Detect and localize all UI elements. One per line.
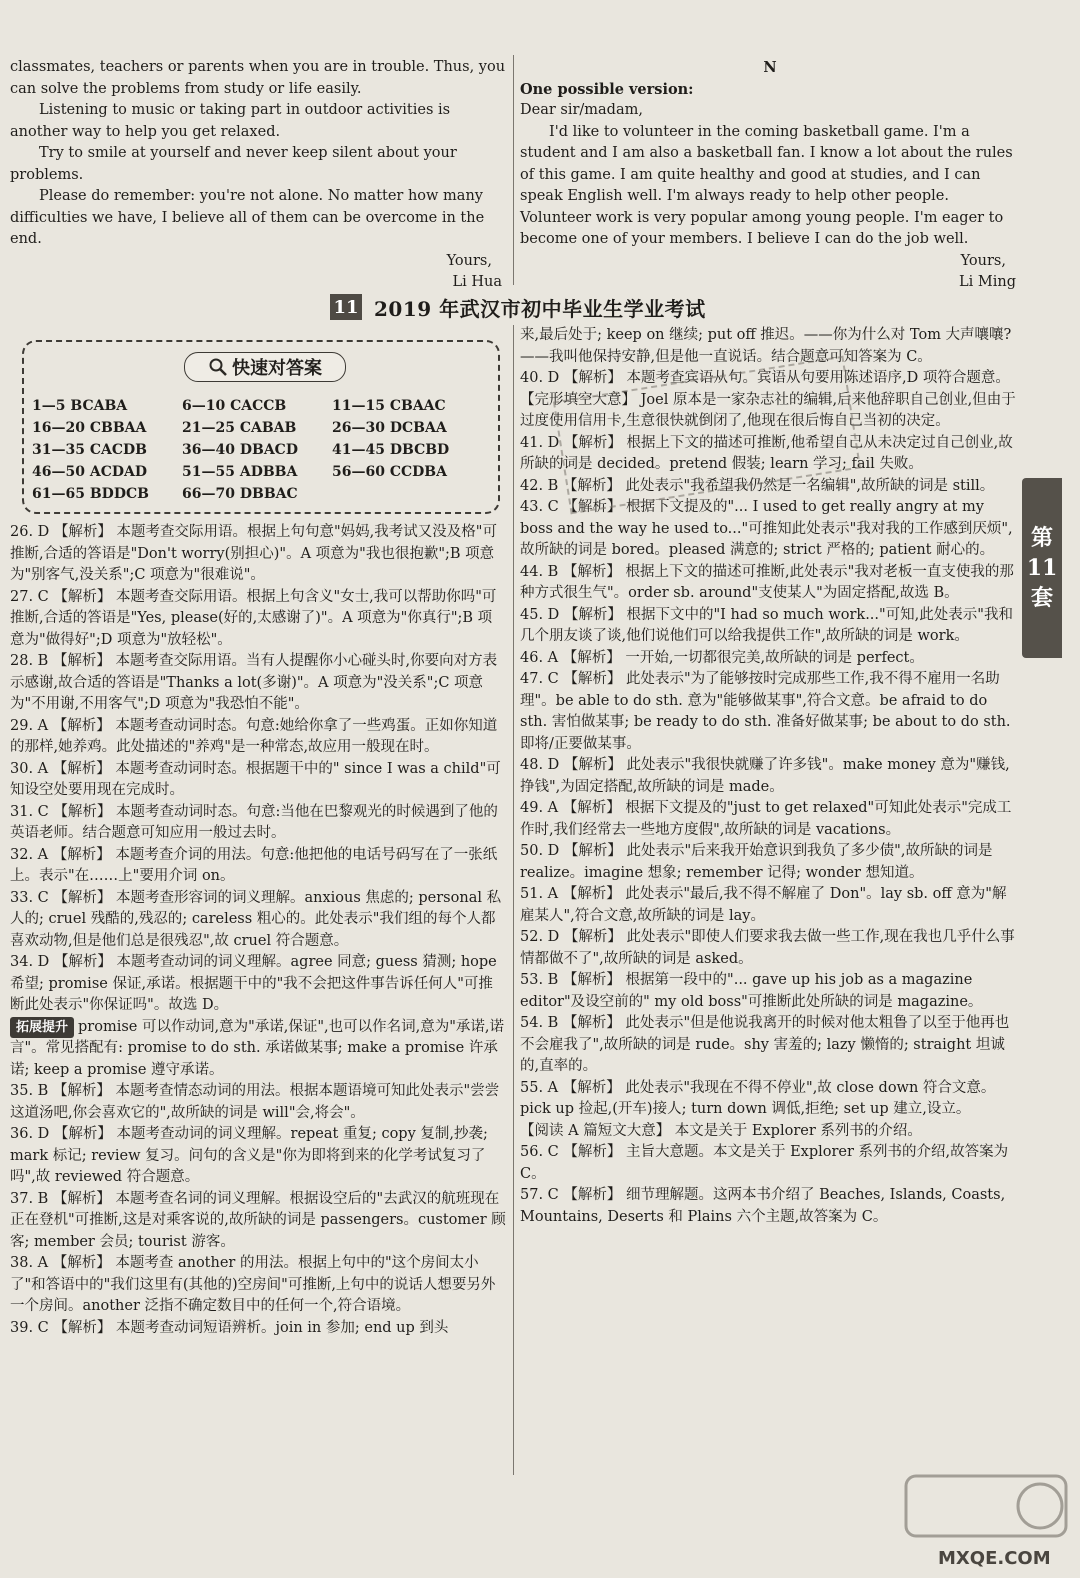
column-divider-main (513, 325, 514, 1475)
letter-li-ming (520, 57, 1020, 294)
explanation-item: 47. C 【解析】 此处表示"为了能够按时完成那些工作,我不得不雇用一名助理"。be able to do sth. 意为"能够做某事",符合文意。be afraid to do sth. 害怕做某事; be ready to do sth. 准备好做某事; be about to do sth. 即将/正要做某事。 (520, 671, 1011, 752)
explanation-item: 49. A 【解析】 根据下文提及的"just to get relaxed"可知此处表示"完成工作时,我们经常去一些地方度假",故所缺的词是 vacations。 (520, 800, 1012, 838)
answer-group: 21—25 CABAB (182, 420, 297, 436)
explanation-item: 41. D 【解析】 根据上下文的描述可推断,他希望自己从未决定过自己创业,故所缺的词是 decided。pretend 假装; learn 学习; fail 失败。 (520, 434, 1013, 472)
answers-grid (32, 396, 492, 504)
answer-group: 36—40 DBACD (182, 442, 298, 458)
quick-answers-title (184, 352, 346, 382)
letter-signature: Li Ming (959, 274, 1016, 290)
explanation-item: 48. D 【解析】 此处表示"我很快就赚了许多钱"。make money 意为"赚钱,挣钱",为固定搭配,故所缺的词是 made。 (520, 757, 1010, 795)
quick-answers-box (22, 340, 500, 514)
explanation-item: 53. B 【解析】 根据第一段中的"... gave up his job as a magazine editor"及设空前的" my old boss"可推断此处所缺的词是 magazine。 (520, 972, 983, 1010)
explanation-item: 50. D 【解析】 此处表示"后来我开始意识到我负了多少债",故所缺的词是 realize。imagine 想象; remember 记得; wonder 想知道。 (520, 843, 993, 881)
tab-line: 套 (1030, 585, 1053, 611)
answer-group: 61—65 BDDCB (32, 486, 149, 502)
answer-group: 46—50 ACDAD (32, 464, 147, 480)
answer-group: 1—5 BCABA (32, 398, 128, 414)
column-divider-top (513, 55, 514, 285)
watermark-text: MXQE.COM (938, 1548, 1051, 1569)
explanation-item: 40. D 【解析】 本题考查宾语从句。宾语从句要用陈述语序,D 项符合题意。 (520, 370, 1010, 386)
tab-line: 第 (1030, 525, 1053, 551)
answer-group: 6—10 CACCB (182, 398, 287, 414)
answer-group: 26—30 DCBAA (332, 420, 447, 436)
letter-paragraph: Listening to music or taking part in outdoor activities is another way to help you get relaxed. (10, 102, 451, 140)
explanation-item: 42. B 【解析】 此处表示"我希望我仍然是一名编辑",故所缺的词是 still。 (520, 477, 995, 494)
explanation-item: 33. C 【解析】 本题考查形容词的词义理解。anxious 焦虑的; personal 私人的; cruel 残酷的,残忍的; careless 粗心的。此处表示"我们组的每个人都喜欢动物,但是他们总是很残忍",故 cruel 符合题意。 (10, 889, 502, 949)
letter-li-hua (10, 57, 506, 294)
answer-group: 31—35 CACDB (32, 442, 147, 458)
section-title: 2019 年武汉市初中毕业生学业考试 (374, 296, 706, 321)
letter-paragraph: Try to smile at yourself and never keep silent about your problems. (10, 145, 457, 183)
answer-group: 41—45 DBCBD (332, 442, 450, 458)
explanation-item: 来,最后处于; keep on 继续; put off 推迟。——你为什么对 Tom 大声嚷嚷?——我叫他保持安静,但是他一直说话。结合题意可知答案为 C。 (520, 327, 1012, 365)
set-number-tab (1022, 478, 1062, 658)
magnifier-icon (208, 357, 228, 377)
answer-group: 56—60 CCDBA (332, 464, 447, 480)
answer-group: 16—20 CBBAA (32, 420, 147, 436)
explanation-item: 38. A 【解析】 本题考查 another 的用法。根据上句中的"这个房间太小了"和答语中的"我们这里有(其他的)空房间"可推断,上句中的说话人想要另外一个房间。another 泛指不确定数目中的任何一个,符合语境。 (10, 1255, 496, 1314)
explanation-item: 54. B 【解析】 此处表示"但是他说我离开的时候对他太粗鲁了以至于他再也不会雇我了",故所缺的词是 rude。shy 害羞的; lazy 懒惰的; straight 坦诚的,直率的。 (520, 1015, 1010, 1074)
quick-answers-label: 快速对答案 (232, 358, 322, 379)
letter-paragraph: Please do remember: you're not alone. No matter how many difficulties we have, I believe all of them can be overcome in the end. (10, 188, 485, 247)
section-number-badge: 11 (330, 294, 362, 320)
explanations-left (10, 522, 506, 1339)
explanation-item: 55. A 【解析】 此处表示"我现在不得不停业",故 close down 符合文意。pick up 捡起,(开车)接人; turn down 调低,拒绝; set up 建立,设立。 (520, 1079, 996, 1117)
explanation-item: 36. D 【解析】 本题考查动词的词义理解。repeat 重复; copy 复制,抄袭; mark 标记; review 复习。问句的含义是"你为即将到来的化学考试复习了吗",故 reviewed 符合题意。 (10, 1126, 488, 1185)
answer-group: 11—15 CBAAC (332, 398, 446, 414)
explanation-item: 39. C 【解析】 本题考查动词短语辨析。join in 参加; end up 到头 (10, 1319, 449, 1336)
explanation-item: 44. B 【解析】 根据上下文的描述可推断,此处表示"我对老板一直支使我的那种方式很生气"。order sb. around"支使某人"为固定搭配,故选 B。 (520, 563, 1014, 601)
explanation-item: 45. D 【解析】 根据下文中的"I had so much work..."可知,此处表示"我和几个朋友谈了谈,他们说他们可以给我提供工作",故所缺的词是 work。 (520, 606, 1013, 644)
explanation-item: 30. A 【解析】 本题考查动词时态。根据题干中的" since I was a child"可知设空处要用现在完成时。 (10, 760, 501, 798)
explanation-item: 37. B 【解析】 本题考查名词的词义理解。根据设空后的"去武汉的航班现在正在登机"可推断,这是对乘客说的,故所缺的词是 passengers。customer 顾客; member 会员; tourist 游客。 (10, 1190, 506, 1250)
letter-greeting: Dear sir/madam, (520, 102, 643, 118)
passage-summary: 【完形填空大意】 Joel 原本是一家杂志社的编辑,后来他辞职自己创业,但由于过度使用信用卡,生意很快就倒闭了,他现在很后悔自己当初的决定。 (520, 391, 1016, 429)
explanation-item: 56. C 【解析】 主旨大意题。本文是关于 Explorer 系列书的介绍,故答案为 C。 (520, 1144, 1009, 1182)
passage-summary: 【阅读 A 篇短文大意】 本文是关于 Explorer 系列书的介绍。 (520, 1122, 922, 1139)
explanation-item: 31. C 【解析】 本题考查动词时态。句意:当他在巴黎观光的时候遇到了他的英语老师。结合题意可知应用一般过去时。 (10, 803, 498, 841)
answer-group: 51—55 ADBBA (182, 464, 298, 480)
explanation-item: 46. A 【解析】 一开始,一切都很完美,故所缺的词是 perfect。 (520, 649, 924, 666)
section-heading (330, 292, 770, 322)
answer-group: 66—70 DBBAC (182, 486, 298, 502)
extension-note (10, 1017, 506, 1082)
explanation-item: 43. C 【解析】 根据下文提及的"... I used to get really angry at my boss and the way he used to..."可推知此处表示"我对我的工作感到厌烦",故所缺的词是 bored。pleased 满意的; strict 严格的; patient 耐心的。 (520, 499, 1013, 558)
extension-label: 拓展提升 (10, 1017, 74, 1039)
explanation-item: 57. C 【解析】 细节理解题。这两本书介绍了 Beaches, Islands, Coasts, Mountains, Deserts 和 Plains 六个主题,故答案为 C。 (520, 1187, 1006, 1225)
extension-text: promise 可以作动词,意为"承诺,保证",也可以作名词,意为"承诺,诺言"。常见搭配有: promise to do sth. 承诺做某事; make a promise 许承诺; keep a promise 遵守承诺。 (10, 1018, 505, 1078)
explanation-item: 28. B 【解析】 本题考查交际用语。当有人提醒你小心碰头时,你要向对方表示感谢,故合适的答语是"Thanks a lot(多谢)"。A 项意为"没关系";C 项意为"不用谢,不用客气";D 项意为"我恐怕不能"。 (10, 653, 498, 712)
letter-signature: Li Hua (452, 274, 502, 290)
letter-body: I'd like to volunteer in the coming basketball game. I'm a student and I am also a basketball fan. I know a lot about the rules of this game. I am quite healthy and good at studies, and I can speak English well. I'm always ready to help other people. Volunteer work is very popular among young people. I'm eager to become one of your members. I believe I can do the job well. (520, 123, 1013, 247)
letter-closing: Yours, (960, 252, 1006, 269)
letter-paragraph: classmates, teachers or parents when you are in trouble. Thus, you can solve the problems from study or life easily. (10, 59, 506, 97)
tab-line: 11 (1026, 555, 1058, 581)
explanation-item: 27. C 【解析】 本题考查交际用语。根据上句含义"女士,我可以帮助你吗"可推断,合适的答语是"Yes, please(好的,太感谢了)"。A 项意为"你真行";B 项意为"做得好";D 项意为"放轻松"。 (10, 588, 497, 648)
section-letter-n: N (763, 59, 777, 76)
explanation-item: 34. D 【解析】 本题考查动词的词义理解。agree 同意; guess 猜测; hope 希望; promise 保证,承诺。根据题干中的"我不会把这件事告诉任何人"可推断此处表示"你保证吗"。故选 D。 (10, 954, 497, 1013)
explanation-item: 51. A 【解析】 此处表示"最后,我不得不解雇了 Don"。lay sb. off 意为"解雇某人",符合文意,故所缺的词是 lay。 (520, 886, 1007, 924)
version-label: One possible version: (520, 80, 694, 98)
letter-closing: Yours, (446, 252, 492, 269)
explanation-item: 32. A 【解析】 本题考查介词的用法。句意:他把他的电话号码写在了一张纸上。表示"在……上"要用介词 on。 (10, 846, 498, 884)
explanation-item: 52. D 【解析】 此处表示"即使人们要求我去做一些工作,现在我也几乎什么事情都做不了",故所缺的词是 asked。 (520, 929, 1015, 967)
explanation-item: 29. A 【解析】 本题考查动词时态。句意:她给你拿了一些鸡蛋。正如你知道的那样,她养鸡。此处描述的"养鸡"是一种常态,故应用一般现在时。 (10, 717, 498, 755)
explanation-item: 35. B 【解析】 本题考查情态动词的用法。根据本题语境可知此处表示"尝尝这道汤吧,你会喜欢它的",故所缺的词是 will"会,将会"。 (10, 1083, 500, 1121)
explanation-item: 26. D 【解析】 本题考查交际用语。根据上句句意"妈妈,我考试又没及格"可推断,合适的答语是"Don't worry(别担心)"。A 项意为"我也很抱歉";B 项意为"别客气,没关系";C 项意为"很难说"。 (10, 524, 497, 583)
